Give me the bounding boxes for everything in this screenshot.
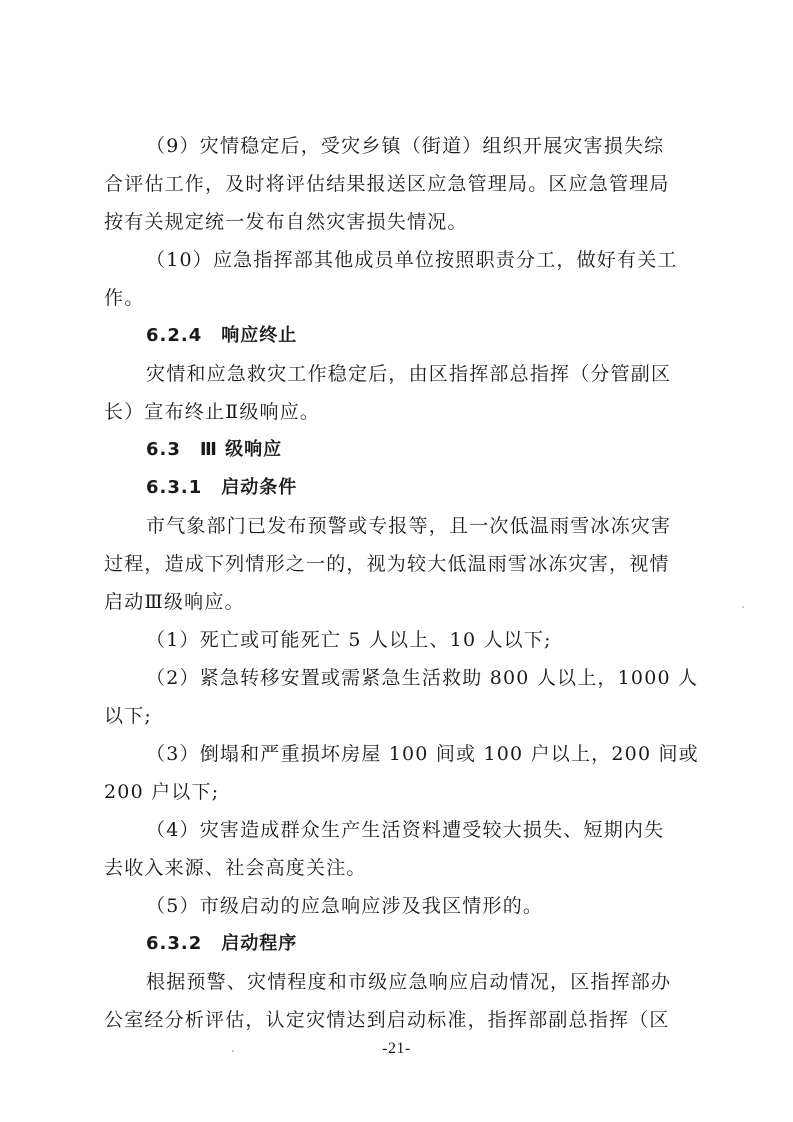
text-line: （10）应急指挥部其他成员单位按照职责分工，做好有关工 (146, 249, 678, 271)
text-line: 去收入来源、社会高度关注。 (104, 857, 367, 879)
text-line: 以下; (104, 705, 153, 727)
section-heading: 6.2.4 响应终止 (146, 325, 298, 346)
text-line: （1）死亡或可能死亡 5 人以上、10 人以下; (146, 629, 552, 651)
text-line: （3）倒塌和严重损坏房屋 100 间或 100 户以上，200 间或 (146, 743, 699, 765)
scan-speck (742, 606, 744, 608)
text-line: 作。 (104, 287, 145, 309)
section-heading: 6.3 Ⅲ 级响应 (146, 439, 283, 460)
text-line: 启动Ⅲ级响应。 (104, 591, 245, 613)
page-number: -21- (382, 1040, 411, 1057)
text-line: 灾情和应急救灾工作稳定后，由区指挥部总指挥（分管副区 (146, 363, 672, 385)
text-line: （5）市级启动的应急响应涉及我区情形的。 (146, 895, 544, 917)
section-heading: 6.3.2 启动程序 (146, 933, 298, 954)
text-line: 过程，造成下列情形之一的，视为较大低温雨雪冰冻灾害，视情 (104, 553, 670, 575)
text-line: 根据预警、灾情程度和市级应急响应启动情况，区指挥部办 (146, 971, 672, 993)
text-line: 长）宣布终止Ⅱ级响应。 (104, 401, 321, 423)
text-line: 合评估工作，及时将评估结果报送区应急管理局。区应急管理局 (104, 173, 670, 195)
text-line: 200 户以下; (104, 781, 220, 803)
text-line: （9）灾情稳定后，受灾乡镇（街道）组织开展灾害损失综 (146, 135, 665, 157)
text-line: （4）灾害造成群众生产生活资料遭受较大损失、短期内失 (146, 819, 665, 841)
text-line: 按有关规定统一发布自然灾害损失情况。 (104, 211, 468, 233)
text-line: 市气象部门已发布预警或专报等，且一次低温雨雪冰冻灾害 (146, 515, 672, 537)
text-line: （2）紧急转移安置或需紧急生活救助 800 人以上，1000 人 (146, 667, 699, 689)
section-heading: 6.3.1 启动条件 (146, 477, 298, 498)
text-line: 公室经分析评估，认定灾情达到启动标准，指挥部副总指挥（区 (104, 1009, 670, 1031)
